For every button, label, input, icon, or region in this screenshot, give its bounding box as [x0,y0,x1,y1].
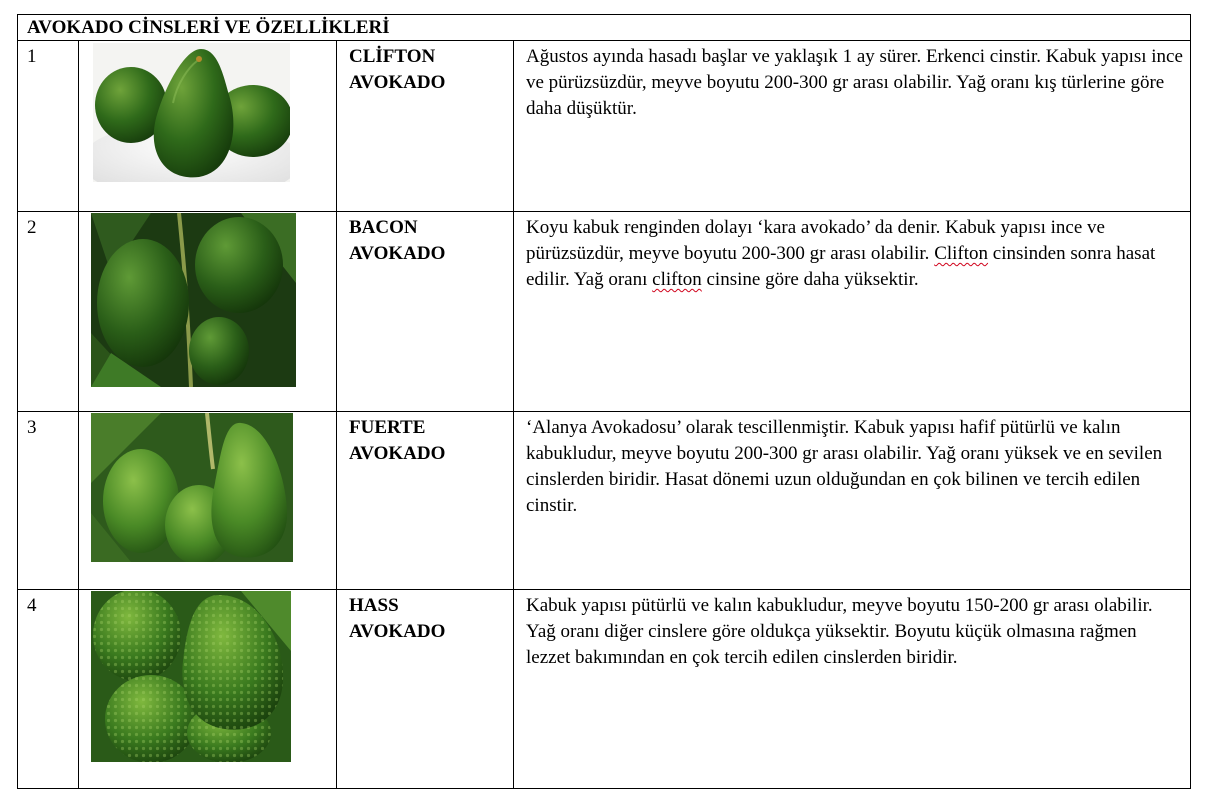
table-title: AVOKADO CİNSLERİ VE ÖZELLİKLERİ [18,15,1191,41]
description-text-part3: cinsine göre daha yüksektir. [706,269,919,290]
row-number: 3 [18,412,79,590]
variety-name-line2: AVOKADO [349,621,446,642]
variety-name-line1: HASS [349,595,399,616]
image-cell [79,412,337,590]
spellcheck-flagged-word: clifton [652,269,702,290]
table-row [18,412,1191,590]
image-cell [79,212,337,412]
variety-description: ‘Alanya Avokadosu’ olarak tescillenmiştir. Kabuk yapısı hafif pütürlü ve kalın kabukludur, meyve boyutu 200-300 gr arası olabilir. Yağ oranı yüksek ve en sevilen cinslerden biridir. Hasat dönemi uzun olduğundan en çok bilinen ve tercih edilen cinstir. [514,412,1191,590]
table-row [18,41,1191,212]
bacon-avocado-photo [91,213,296,387]
fuerte-avocado-photo [91,413,293,562]
variety-name-line2: AVOKADO [349,243,446,264]
description-text-part1: Koyu kabuk renginden dolayı ‘kara avokado’ da denir. Kabuk yapısı ince ve pürüzsüzdür, meyve boyutu 200-300 gr arası olabilir. [526,217,1105,264]
description-text-part2: cinsinden sonra hasat edilir. Yağ oranı [526,243,1156,290]
variety-name-line1: FUERTE [349,417,426,438]
variety-name-line1: BACON [349,217,418,238]
variety-name [337,590,514,789]
clifton-avocado-photo [93,43,290,182]
variety-description: Kabuk yapısı pütürlü ve kalın kabukludur, meyve boyutu 150-200 gr arası olabilir. Yağ oranı diğer cinslere göre oldukça yüksektir. Boyutu küçük olmasına rağmen lezzet bakımından en çok tercih edilen cinslerden biridir. [514,590,1191,789]
avocado-varieties-table [17,14,1191,789]
variety-description: Ağustos ayında hasadı başlar ve yaklaşık 1 ay sürer. Erkenci cinstir. Kabuk yapısı ince ve pürüzsüzdür, meyve boyutu 200-300 gr arası olabilir. Yağ oranı kış türlerine göre daha düşüktür. [514,41,1191,212]
hass-avocado-photo [91,591,291,762]
row-number: 4 [18,590,79,789]
table-row [18,212,1191,412]
variety-description [514,212,1191,412]
variety-name-line1: CLİFTON [349,46,436,67]
variety-name-line2: AVOKADO [349,443,446,464]
row-number: 2 [18,212,79,412]
table-row [18,590,1191,789]
table-title-row [18,15,1191,41]
variety-name [337,412,514,590]
image-cell [79,41,337,212]
spellcheck-flagged-word: Clifton [934,243,989,264]
row-number: 1 [18,41,79,212]
variety-name [337,41,514,212]
variety-name-line2: AVOKADO [349,72,446,93]
variety-name [337,212,514,412]
image-cell [79,590,337,789]
